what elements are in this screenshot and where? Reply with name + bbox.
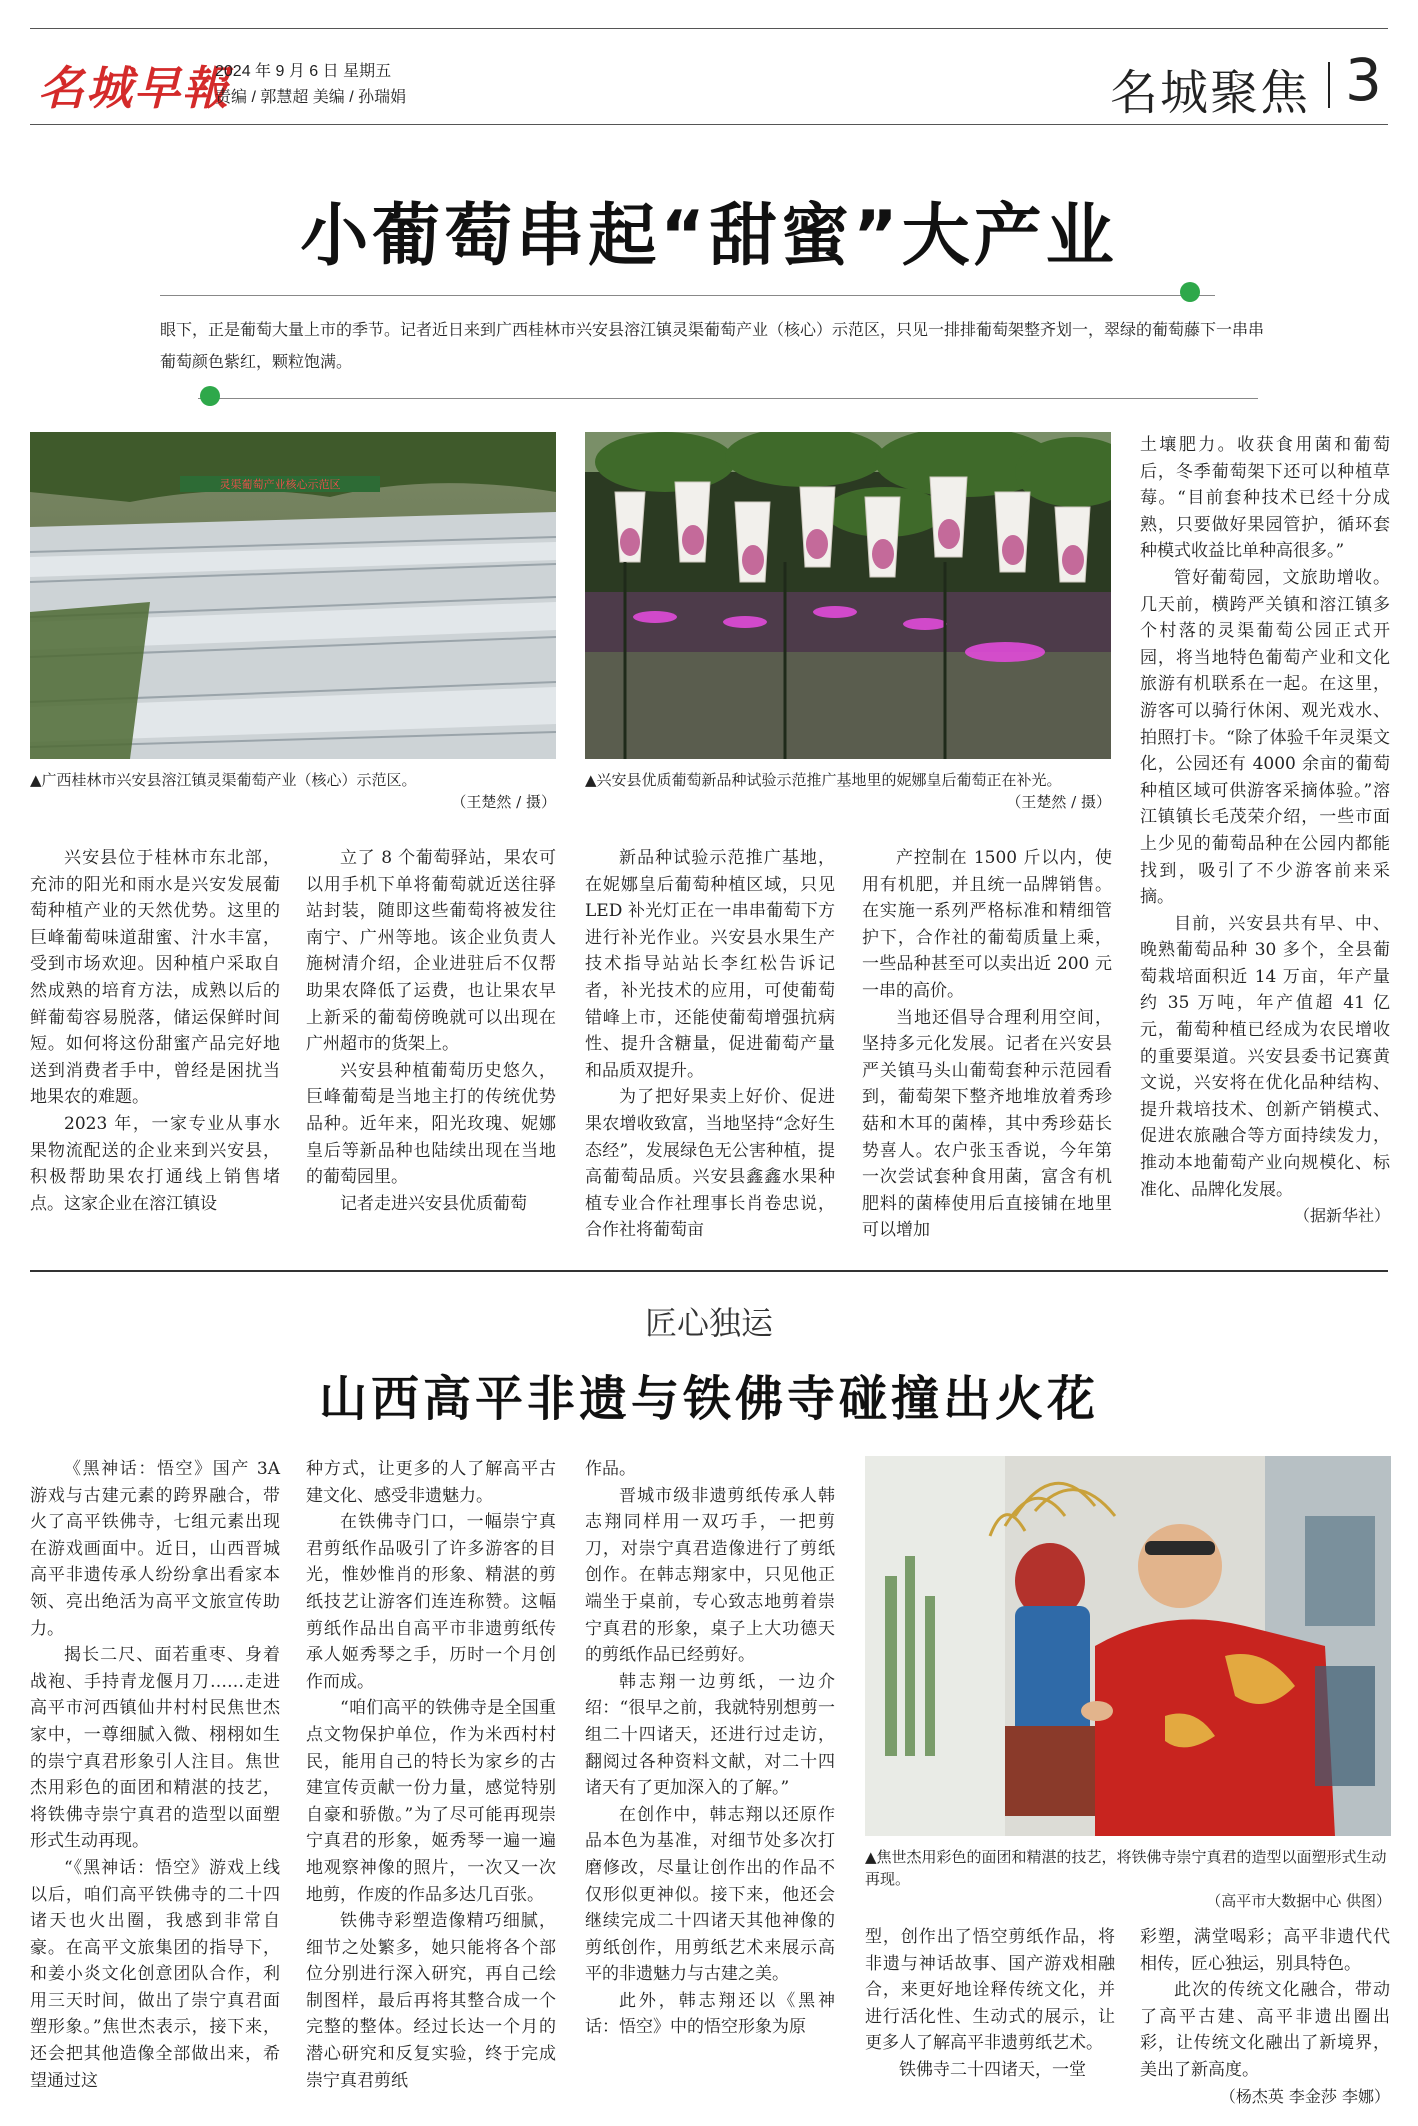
grape-supplementary-light-photo	[585, 432, 1111, 759]
paragraph: 《黑神话：悟空》国产 3A 游戏与古建元素的跨界融合，带火了高平铁佛寺，七组元素出现在游戏画面中。近日，山西晋城高平非遗传承人纷纷拿出看家本领、亮出绝活为高平文旅宣传助力。	[30, 1459, 280, 1639]
article1-column-5	[1140, 432, 1390, 1230]
paragraph: 作品。	[585, 1459, 636, 1479]
grape-greenhouse-photo	[30, 432, 556, 759]
paragraph: 揭长二尺、面若重枣、身着战袍、手持青龙偃月刀……走进高平市河西镇仙井村村民焦世杰家中，一尊细腻入微、栩栩如生的崇宁真君形象引人注目。焦世杰用彩色的面团和精湛的技艺，将铁佛寺崇宁真君的造型以面塑形式生动再现。	[30, 1645, 280, 1852]
paragraph: 铁佛寺彩塑造像精巧细腻，细节之处繁多，她只能将各个部位分别进行深入研究，再自己绘制图样，最后再将其整合成一个完整的整体。经过长达一个月的潜心研究和反复实验，终于完成崇宁真君剪纸	[306, 1911, 556, 2091]
masthead-rule	[30, 124, 1388, 125]
page-number: 3	[1345, 46, 1382, 114]
paragraph: 兴安县种植葡萄历史悠久，巨峰葡萄是当地主打的传统优势品种。近年来，阳光玫瑰、妮娜皇后等新品种也陆续出现在当地的葡萄园里。	[306, 1060, 556, 1188]
article2-column-1	[30, 1456, 280, 2094]
article2-kicker: 匠心独运	[644, 1304, 773, 1342]
photo3-caption: ▲焦世杰用彩色的面团和精湛的技艺，将铁佛寺崇宁真君的造型以面塑形式生动再现。	[865, 1848, 1387, 1888]
article1-column-2	[306, 845, 556, 1217]
photo2-credit: （王楚然 / 摄）	[1006, 793, 1111, 811]
newspaper-logo: 名城早報	[38, 61, 230, 115]
article1-column-3	[585, 845, 835, 1244]
paragraph: 当地还倡导合理利用空间，坚持多元化发展。记者在兴安县严关镇马头山葡萄套种示范园看到，葡萄架下整齐地堆放着秀珍菇和木耳的菌棒，其中秀珍菇长势喜人。农户张玉香说，今年第一次尝试套种食用菌，富含有机肥料的菌棒使用后直接铺在地里可以增加	[862, 1007, 1112, 1241]
paragraph: 管好葡萄园，文旅助增收。几天前，横跨严关镇和溶江镇多个村落的灵渠葡萄公园正式开园，将当地特色葡萄产业和文化旅游有机联系在一起。在这里，游客可以骑行休闲、观光戏水、拍照打卡。“除了体验千年灵渠文化，公园还有 4000 余亩的葡萄种植区域可供游客采摘体验。”溶江镇镇长毛茂荣介绍，一些市面上少见的葡萄品种在公园内都能找到，吸引了不少游客前来采摘。	[1140, 567, 1390, 908]
article2-column-5	[1140, 1924, 1390, 2110]
article1-lead: 眼下，正是葡萄大量上市的季节。记者近日来到广西桂林市兴安县溶江镇灵渠葡萄产业（核心）示范区，只见一排排葡萄架整齐划一，翠绿的葡萄藤下一串串葡萄颜色紫红，颗粒饱满。	[160, 320, 1265, 371]
paragraph: 立了 8 个葡萄驿站，果农可以用手机下单将葡萄就近送往驿站封装，随即这些葡萄将被发往南宁、广州等地。该企业负责人施树清介绍，企业进驻后不仅帮助果农降低了运费，也让果农早上新采的葡萄傍晚就可以出现在广州超市的货架上。	[306, 848, 556, 1055]
paragraph: 土壤肥力。收获食用菌和葡萄后，冬季葡萄架下还可以种植草莓。“目前套种技术已经十分成熟，只要做好果园管护，循环套种模式收益比单种高很多。”	[1140, 435, 1390, 562]
article-divider	[30, 1270, 1388, 1272]
lead-top-rule	[160, 295, 1215, 296]
article2-column-2	[306, 1456, 556, 2094]
photo2-caption: ▲兴安县优质葡萄新品种试验示范推广基地里的妮娜皇后葡萄正在补光。	[585, 771, 1062, 789]
paragraph: 韩志翔一边剪纸，一边介绍：“很早之前，我就特别想剪一组二十四诸天，还进行过走访，翻阅过各种资料文献，对二十四诸天有了更加深入的了解。”	[585, 1671, 835, 1799]
photo1-credit: （王楚然 / 摄）	[451, 793, 556, 811]
photo3-credit: （高平市大数据中心 供图）	[1206, 1892, 1391, 1910]
green-dot-bottom	[200, 386, 220, 406]
article1-column-4	[862, 845, 1112, 1244]
paragraph: 目前，兴安县共有早、中、晚熟葡萄品种 30 多个，全县葡萄栽培面积近 14 万亩，年产量约 35 万吨，年产值超 41 亿元，葡萄种植已经成为农民增收的重要渠道。兴安县委书记赛黄文说，兴安将在优化品种结构、提升栽培技术、创新产销模式、促进农旅融合等方面持续发力，推动本地葡萄产业向规模化、标准化、品牌化发展。	[1140, 913, 1390, 1200]
paragraph: 兴安县位于桂林市东北部，充沛的阳光和雨水是兴安发展葡萄种植产业的天然优势。这里的巨峰葡萄味道甜蜜、汁水丰富，受到市场欢迎。因种植户采取自然成熟的培育方法，成熟以后的鲜葡萄容易脱落，储运保鲜时间短。如何将这份甜蜜产品完好地送到消费者手中，曾经是困扰当地果农的难题。	[30, 848, 280, 1108]
paragraph: 产控制在 1500 斤以内，使用有机肥，并且统一品牌销售。在实施一系列严格标准和精细管护下，合作社的葡萄质量上乘，一些品种甚至可以卖出近 200 元一串的高价。	[862, 848, 1112, 1001]
paragraph: 此外，韩志翔还以《黑神话：悟空》中的悟空形象为原	[585, 1990, 835, 2038]
issue-date: 2024 年 9 月 6 日 星期五	[215, 63, 392, 80]
article2-column-3	[585, 1456, 835, 2041]
paragraph: 2023 年，一家专业从事水果物流配送的企业来到兴安县，积极帮助果农打通线上销售堵点。这家企业在溶江镇设	[30, 1113, 280, 1214]
greenhouse-banner-text: 灵渠葡萄产业核心示范区	[219, 478, 341, 491]
dough-sculpture-photo	[865, 1456, 1391, 1836]
paragraph: 晋城市级非遗剪纸传承人韩志翔同样用一双巧手，一把剪刀，对崇宁真君造像进行了剪纸创作。在韩志翔家中，只见他正端坐于桌前，专心致志地剪着崇宁真君的形象，桌子上大功德天的剪纸作品已经剪好。	[585, 1485, 835, 1666]
article1-column-1	[30, 845, 280, 1217]
paragraph: “《黑神话：悟空》游戏上线以后，咱们高平铁佛寺的二十四诸天也火出圈，我感到非常自豪。在高平文旅集团的指导下，和姜小炎文化创意团队合作，利用三天时间，做出了崇宁真君面塑形象。”焦世杰表示，接下来，还会把其他造像全部做出来，希望通过这	[30, 1857, 280, 2091]
paragraph: 记者走进兴安县优质葡萄	[340, 1193, 527, 1214]
top-rule	[30, 28, 1388, 29]
paragraph: 新品种试验示范推广基地，在妮娜皇后葡萄种植区域，只见 LED 补光灯正在一串串葡萄下方进行补光作业。兴安县水果生产技术指导站站长李红松告诉记者，补光技术的应用，可使葡萄错峰上市，还能使葡萄增强抗病性、提升含糖量，促进葡萄产量和品质双提升。	[585, 848, 835, 1081]
paragraph: “咱们高平的铁佛寺是全国重点文物保护单位，作为米西村村民，能用自己的特长为家乡的古建宣传贡献一份力量，感觉特别自豪和骄傲。”为了尽可能再现崇宁真君的形象，姬秀琴一遍一遍地观察神像的照片，一次又一次地剪，作废的作品多达几百张。	[306, 1698, 556, 1905]
paragraph: 为了把好果卖上好价、促进果农增收致富，当地坚持“念好生态经”，发展绿色无公害种植，提高葡萄品质。兴安县鑫鑫水果种植专业合作社理事长肖卷忠说，合作社将葡萄亩	[585, 1087, 835, 1241]
paragraph: 彩塑，满堂喝彩；高平非遗代代相传，匠心独运，别具特色。	[1140, 1927, 1390, 1974]
paragraph: 铁佛寺二十四诸天，一堂	[899, 2059, 1086, 2080]
paragraph: 此次的传统文化融合，带动了高平古建、高平非遗出圈出彩，让传统文化融出了新境界，美出了新高度。	[1140, 1980, 1390, 2080]
section-title: 名城聚焦	[1110, 65, 1311, 121]
green-dot-top	[1180, 282, 1200, 302]
section-divider	[1328, 62, 1330, 108]
paragraph: 型，创作出了悟空剪纸作品，将非遗与神话故事、国产游戏相融合，来更好地诠释传统文化，并进行活化性、生动式的展示，让更多人了解高平非遗剪纸艺术。	[865, 1927, 1115, 2054]
editor-credits: 责编 / 郭慧超 美编 / 孙瑞娟	[215, 89, 407, 106]
photo1-caption: ▲广西桂林市兴安县溶江镇灵渠葡萄产业（核心）示范区。	[30, 771, 417, 789]
paragraph: 在铁佛寺门口，一幅崇宁真君剪纸作品吸引了许多游客的目光，惟妙惟肖的形象、精湛的剪纸技艺让游客们连连称赞。这幅剪纸作品出自高平市非遗剪纸传承人姬秀琴之手，历时一个月创作而成。	[306, 1512, 556, 1692]
lead-bottom-rule	[198, 398, 1258, 399]
article1-headline: 小葡萄串起“甜蜜”大产业	[300, 197, 1118, 276]
article2-byline: （杨杰英 李金莎 李娜）	[1219, 2086, 1390, 2106]
article1-source: （据新华社）	[1293, 1206, 1390, 1226]
article2-column-4	[865, 1924, 1115, 2084]
paragraph: 种方式，让更多的人了解高平古建文化、感受非遗魅力。	[306, 1459, 556, 1506]
article2-headline: 山西高平非遗与铁佛寺碰撞出火花	[318, 1371, 1099, 1427]
paragraph: 在创作中，韩志翔以还原作品本色为基准，对细节处多次打磨修改，尽量让创作出的作品不仅形似更神似。接下来，他还会继续完成二十四诸天其他神像的剪纸创作，用剪纸艺术来展示高平的非遗魅力与古建之美。	[585, 1804, 835, 1985]
